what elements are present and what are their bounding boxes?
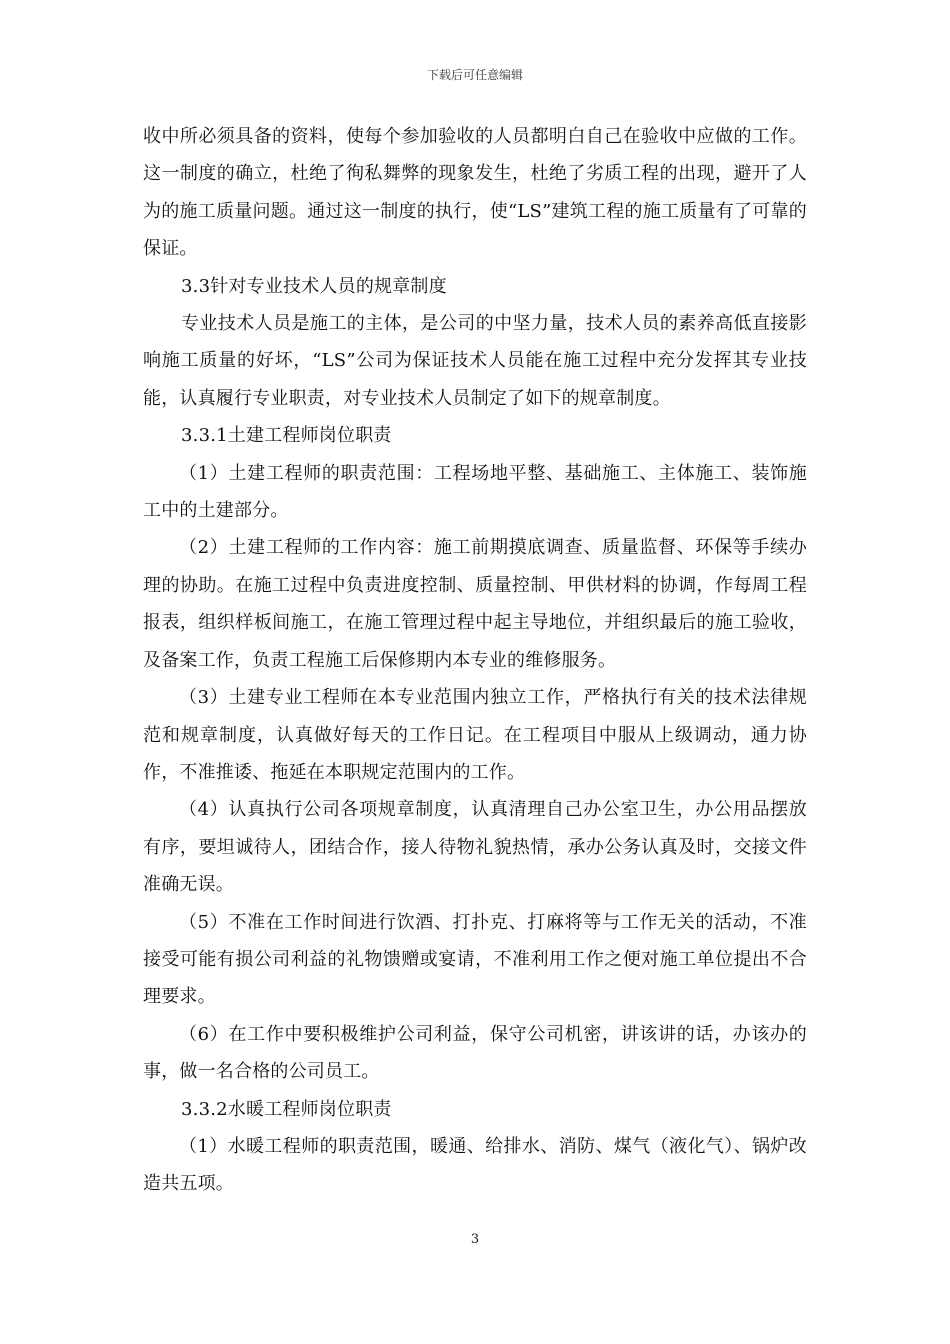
subsection-heading-3-3-1: 3.3.1土建工程师岗位职责 — [181, 425, 392, 447]
list-item-2: （2）土建工程师的工作内容：施工前期摸底调查、质量监督、环保等手续办理的协助。在施工过程中负责进度控制、质量控制、甲供材料的协调，作每周工程报表，组织样板间施工，在施工管理过程中起主导地位，并组织最后的施工验收，及备案工作，负责工程施工后保修期内本专业的维修服务。 — [143, 537, 807, 671]
section-heading-3-3: 3.3针对专业技术人员的规章制度 — [181, 275, 447, 297]
page-number: 3 — [470, 1232, 480, 1247]
list-item-6: （6）在工作中要积极维护公司利益，保守公司机密，讲该讲的话，办该办的事，做一名合格的公司员工。 — [143, 1023, 807, 1083]
list-item-5: （5）不准在工作时间进行饮酒、打扑克、打麻将等与工作无关的活动，不准接受可能有损公司利益的礼物馈赠或宴请，不准利用工作之便对施工单位提出不合理要求。 — [143, 911, 807, 1008]
paragraph-continuation: 收中所必须具备的资料，使每个参加验收的人员都明白自己在验收中应做的工作。这一制度的确立，杜绝了徇私舞弊的现象发生，杜绝了劣质工程的出现，避开了人为的施工质量问题。通过这一制度的执行，使“LS”建筑工程的施工质量有了可靠的保证。 — [143, 126, 807, 260]
list-item-4: （4）认真执行公司各项规章制度，认真清理自己办公室卫生，办公用品摆放有序，要坦诚待人，团结合作，接人待物礼貌热情，承办公务认真及时，交接文件准确无误。 — [143, 799, 807, 896]
list-item-3: （3）土建专业工程师在本专业范围内独立工作，严格执行有关的技术法律规范和规章制度，认真做好每天的工作日记。在工程项目中服从上级调动，通力协作，不准推诿、拖延在本职规定范围内的工作。 — [143, 687, 807, 783]
paragraph-intro: 专业技术人员是施工的主体，是公司的中坚力量，技术人员的素养高低直接影响施工质量的好坏，“LS”公司为保证技术人员能在施工过程中充分发挥其专业技能，认真履行专业职责，对专业技术人员制定了如下的规章制度。 — [143, 313, 807, 409]
list-item-1: （1）土建工程师的职责范围：工程场地平整、基础施工、主体施工、装饰施工中的土建部分。 — [143, 462, 807, 522]
subsection-heading-3-3-2: 3.3.2水暖工程师岗位职责 — [181, 1098, 392, 1120]
document-body — [143, 118, 807, 1203]
list-item-hvac-1: （1）水暖工程师的职责范围，暖通、给排水、消防、煤气（液化气）、锅炉改造共五项。 — [143, 1135, 807, 1195]
page-header: 下载后可任意编辑 — [426, 68, 523, 82]
